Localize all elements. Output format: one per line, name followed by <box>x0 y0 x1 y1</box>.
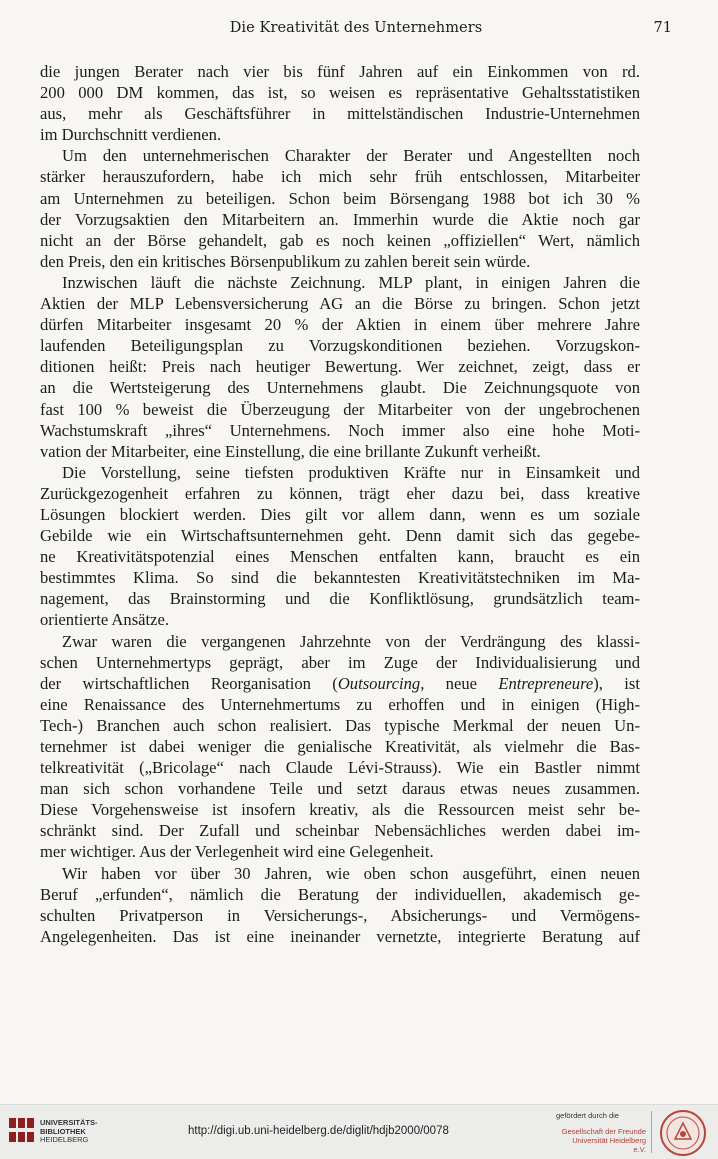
text-line: telkreativität („Bricolage“ nach Claude Lévi-Strauss). Wie ein Bastler nimmt <box>40 758 640 778</box>
text-line: Gebilde wie ein Wirtschaftsunternehmen geht. Denn damit sich das gegebe- <box>40 526 640 546</box>
text-line: den Preis, den ein kritisches Börsenpublikum zu zahlen bereit sein würde. <box>40 251 531 271</box>
text-line: schulten Privatperson in Versicherungs-, Absicherungs- und Vermögens- <box>40 905 640 925</box>
text-line: ditionen heißt: Preis nach heutiger Bewertung. Wer zeichnet, zeigt, dass er <box>40 357 640 377</box>
text-line: Zwar waren die vergangenen Jahrzehnte von der Verdrängung des klassi- <box>62 631 640 651</box>
text-line: Die Vorstellung, seine tiefsten produktiven Kräfte nur in Einsamkeit und <box>62 462 640 482</box>
text-segment: , neue <box>420 673 499 693</box>
sponsor-label: gefördert durch die <box>556 1111 619 1120</box>
text-line: ne Kreativitätspotenzial eines Menschen entfalten kann, braucht es ein <box>40 547 640 567</box>
body-text <box>40 61 640 947</box>
text-line: Aktien der MLP Lebensversicherung AG an die Börse zu bringen. Schon jetzt <box>40 294 640 314</box>
university-name-line: BIBLIOTHEK <box>40 1126 86 1136</box>
page-header <box>40 20 672 42</box>
paragraph-2 <box>40 145 640 272</box>
university-library-name <box>40 1119 98 1145</box>
text-line: an die Wertsteigerung des Unternehmens glaubt. Die Zeichnungsquote von <box>40 378 640 398</box>
text-line: der Vorzugsaktien den Mitarbeitern an. Immerhin wurde die Aktie noch gar <box>40 209 640 229</box>
university-name-line: UNIVERSITÄTS- <box>40 1118 98 1127</box>
text-line: schränkt sind. Der Zufall und scheinbar Nebensächliches werden dabei im- <box>40 821 640 841</box>
paragraph-3 <box>40 272 640 462</box>
text-line: Inzwischen läuft die nächste Zeichnung. MLP plant, in einigen Jahren die <box>62 272 640 292</box>
text-line: eine Renaissance des Unternehmertums zu erhoffen und in einigen (High- <box>40 694 640 714</box>
text-line: die jungen Berater nach vier bis fünf Jahren auf ein Einkommen von rd. <box>40 62 640 81</box>
text-segment: der wirtschaftlichen Reorganisation ( <box>40 673 338 693</box>
university-seal-icon <box>659 1109 707 1157</box>
italic-term-outsourcing: Outsourcing <box>337 673 421 693</box>
italic-term-entrepreneure: Entrepreneure <box>498 673 594 693</box>
text-line: nicht an der Börse gehandelt, gab es noch keinen „offiziellen“ Wert, nämlich <box>40 230 640 250</box>
sponsor-name <box>560 1127 646 1154</box>
text-line: Lösungen blockiert werden. Dies gilt vor allem dann, wenn es um soziale <box>40 504 640 524</box>
text-line: schen Unternehmertyps geprägt, aber im Zuge der Individualisierung und <box>40 652 640 672</box>
paragraph-6 <box>40 863 640 947</box>
text-line: ternehmer ist dabei weniger die genialische Kreativität, als vielmehr die Bas- <box>40 737 640 756</box>
paragraph-4 <box>40 462 640 631</box>
text-line: dürfen Mitarbeiter insgesamt 20 % der Aktien in einem über mehrere Jahre <box>40 315 640 335</box>
text-line: Wir haben vor über 30 Jahren, wie oben schon ausgeführt, einen neuen <box>62 863 640 883</box>
paragraph-1 <box>40 61 640 145</box>
running-title: Die Kreativität des Unternehmers <box>229 20 483 36</box>
digitization-footer <box>0 1104 718 1159</box>
text-line: Diese Vorgehensweise ist insofern kreativ, als die Ressourcen meist sehr be- <box>40 800 640 820</box>
text-line: stärker herauszufordern, habe ich mich sehr früh entschlossen, Mitarbeiter <box>40 167 640 187</box>
text-line: orientierte Ansätze. <box>40 610 170 630</box>
university-name-line: HEIDELBERG <box>40 1135 89 1145</box>
text-line: 200 000 DM kommen, das ist, so weisen es repräsentative Gehaltsstatistiken <box>40 83 640 103</box>
text-segment: ), ist <box>593 673 640 693</box>
sponsor-name-line: Gesellschaft der Freunde <box>561 1127 646 1136</box>
text-line: Angelegenheiten. Das ist eine ineinander vernetzte, integrierte Beratung auf <box>40 926 640 946</box>
text-line: Zurückgezogenheit erfahren zu können, trägt eher dazu bei, dass kreative <box>40 483 640 503</box>
text-line: Um den unternehmerischen Charakter der Berater und Angestellten noch <box>62 146 640 166</box>
divider <box>651 1111 652 1153</box>
text-line: Wachstumskraft „ihres“ Unternehmens. Noch immer also eine hohe Moti- <box>40 420 640 440</box>
text-line: laufenden Beteiligungsplan zu Vorzugskonditionen beziehen. Vorzugskon- <box>40 336 640 356</box>
text-line: vation der Mitarbeiter, eine Einstellung, die eine brillante Zukunft verheißt. <box>40 441 541 461</box>
sponsor-name-line: Universität Heidelberg e.V. <box>572 1136 646 1154</box>
page-number: 71 <box>653 20 672 36</box>
text-line: fast 100 % beweist die Überzeugung der Mitarbeiter von der ungebrochenen <box>40 399 640 419</box>
text-line: Tech-) Branchen auch schon realisiert. Das typische Merkmal der neuen Un- <box>40 715 640 735</box>
text-line: aus, mehr als Geschäftsführer in mittelständischen Industrie-Unternehmen <box>40 104 640 124</box>
text-line: man sich schon vorhandene Teile und setzt daraus etwas neues zusammen. <box>40 779 640 799</box>
paragraph-5 <box>40 631 640 863</box>
text-line: bestimmtes Klima. So sind die bekanntesten Kreativitätstechniken im Ma- <box>40 568 640 588</box>
permalink-url[interactable]: http://digi.ub.uni-heidelberg.de/diglit/hdjb2000/0078 <box>188 1125 449 1137</box>
university-library-logo-icon <box>8 1115 36 1145</box>
text-line: nagement, das Brainstorming und die Konfliktlösung, grundsätzlich team- <box>40 589 640 609</box>
text-line-with-italics <box>40 673 640 694</box>
text-line: Beruf „erfunden“, nämlich die Beratung der individuellen, akademisch ge- <box>40 884 640 904</box>
text-line: im Durchschnitt verdienen. <box>40 125 222 145</box>
text-line: am Unternehmen zu beteiligen. Schon beim Börsengang 1988 bot ich 30 % <box>40 188 640 208</box>
text-line: mer wichtiger. Aus der Verlegenheit wird eine Gelegenheit. <box>40 842 434 862</box>
